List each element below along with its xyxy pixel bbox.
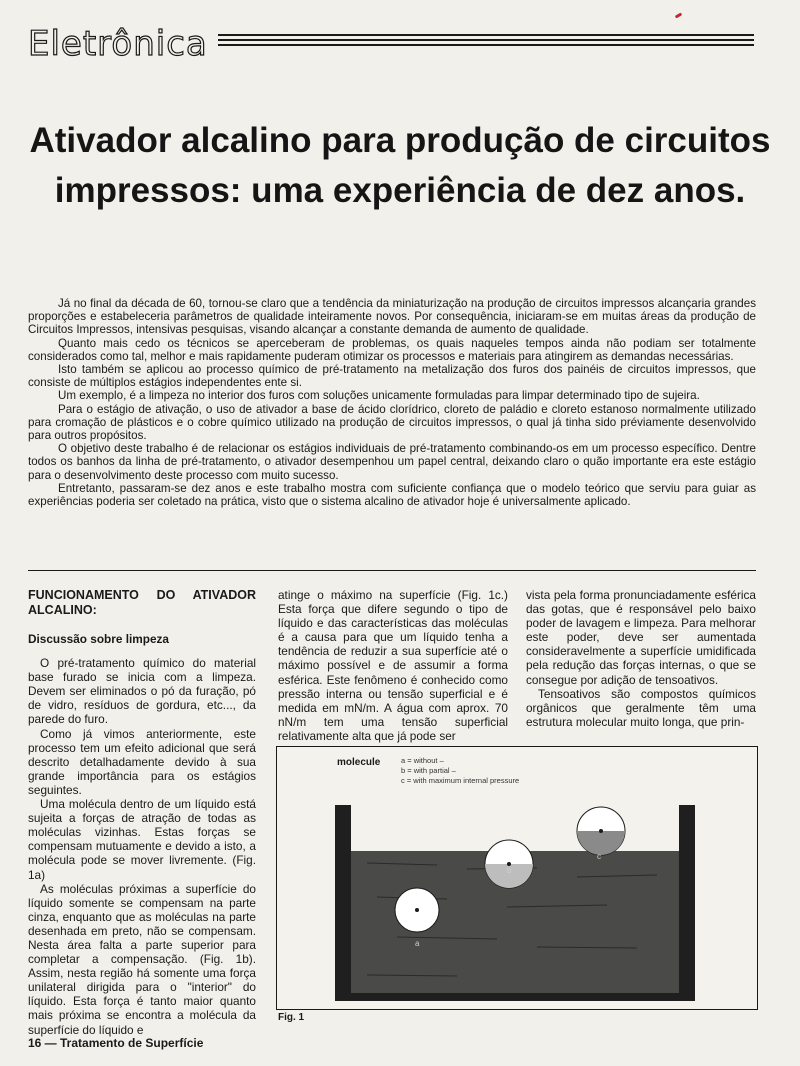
- page-footer: 16 — Tratamento de Superfície: [28, 1036, 204, 1050]
- intro-paragraph: Para o estágio de ativação, o uso de ativador a base de ácido clorídrico, cloreto de paládio e cloreto estanoso normalmente utilizado para cromação de plásticos e o cobre químico utilizado na produção de circuitos impressos, o qual já tinha sido préviamente desenvolvido para outros propósitos.: [28, 402, 756, 443]
- section-heading: FUNCIONAMENTO DO ATIVADOR ALCALINO:: [28, 588, 256, 617]
- intro-paragraph: Quanto mais cedo os técnicos se aperceberam de problemas, os quais naqueles tempos ainda não podiam ser totalmente considerados como tal, melhor e mais rapidamente puderam otimizar os processos e materiais para atingirem as demandas necessárias.: [28, 336, 756, 363]
- intro-paragraph: O objetivo deste trabalho é de relacionar os estágios individuais de pré-tratamento combinando-os em um processo específico. Dentre todos os banhos da linha de pré-tratamento, o ativador desempenhou um papel central, deixando claro o quão importante era este estágio para o desenvolvimento deste processo com muito sucesso.: [28, 442, 756, 482]
- legend-entry-b: b = with partial –: [401, 766, 456, 775]
- article-title-line1: Ativador alcalino para produção de circuitos: [29, 121, 771, 160]
- article-title: [0, 116, 800, 216]
- subheading: Discussão sobre limpeza: [28, 632, 169, 646]
- molecule-c-center: [599, 829, 603, 833]
- intro-paragraph: Entretanto, passaram-se dez anos e este trabalho mostra com suficiente confiança que o modelo teórico que serviu para guiar as experiências poderia ser coletado na prática, visto que o sistema alcalino de ativador hoje é universalmente aplicado.: [28, 481, 756, 509]
- intro-paragraph: Já no final da década de 60, tornou-se claro que a tendência da miniaturização na produção de circuitos impressos alcançaria grandes proporções e estabeleceria parâmetros de qualidade inteiramente novos. Por consequência, iniciaram-se em muitas áreas da produção de Circuitos Impressos, intensivas pesquisas, visando alcançar a constante demanda de aumento de qualidade.: [28, 297, 756, 337]
- legend-entry-c: c = with maximum internal pressure: [401, 776, 520, 785]
- label-b: b: [507, 866, 512, 875]
- body-paragraph: Como já vimos anteriormente, este processo tem um efeito adicional que será descrito detalhadamente devido à sua grande importância para os estágios seguintes.: [28, 726, 256, 797]
- section-title: Eletrônica: [28, 24, 208, 64]
- body-paragraph: O pré-tratamento químico do material base furado se inicia com a limpeza. Devem ser eliminados o pó da furação, pó de vidro, resíduos de gordura, etc..., da parede do furo.: [28, 656, 256, 727]
- body-paragraph: atinge o máximo na superfície (Fig. 1c.) Esta força que difere segundo o tipo de líquido e das características das moléculas é a causa para que um líquido tenha a tendência de reduzir a sua superfície até o máximo possível e de assumir a forma esférica. Este fenômeno é conhecido como pressão interna ou tensão superficial e é medida em mN/m. A água com aprox. 70 nN/m tem uma tensão superficial relativamente alta que já pode ser: [278, 588, 508, 743]
- intro-paragraph: Um exemplo, é a limpeza no interior dos furos com soluções unicamente formuladas para limpar determinado tipo de sujeira.: [58, 389, 700, 403]
- legend-entry-a: a = without –: [401, 756, 444, 765]
- figure-1: [276, 746, 758, 1010]
- legend-title: molecule: [337, 757, 381, 768]
- section-header: [28, 26, 754, 62]
- body-paragraph: Tensoativos são compostos químicos orgânicos que geralmente têm uma estrutura molecular muito longa, que prin-: [526, 686, 756, 729]
- column-2: [278, 588, 508, 743]
- header-rule-bottom: [218, 44, 754, 46]
- body-paragraph: As moléculas próximas a superfície do líquido somente se compensam na parte cinza, enquanto que as moléculas na parte desenhada em preto, não se compensam. Nesta área falta a parte superior para completar a compensação. (Fig. 1b). Assim, nesta região há somente uma força unilateral dirigida para o "interior" do líquido. Esta força é tanto maior quanto mais próxima se encontra a molécula da superfície do líquido e: [28, 881, 256, 1037]
- body-paragraph: Uma molécula dentro de um líquido está sujeita a forças de atração de todas as moléculas vizinhas. Estas forças se compensam mutuamente e devido a isto, a molécula pode se mover livremente. (Fig. 1a): [28, 797, 256, 882]
- label-c: c: [597, 852, 601, 861]
- figure-caption: Fig. 1: [278, 1012, 305, 1023]
- label-a: a: [415, 939, 420, 948]
- figure-1-diagram: [277, 747, 757, 1009]
- header-rule-top: [218, 34, 754, 36]
- intro-paragraph: Isto também se aplicou ao processo químico de pré-tratamento na metalização dos furos dos painéis de circuitos impressos, que consiste de múltiplos estágios independentes ente si.: [28, 363, 756, 390]
- column-3: [526, 588, 756, 729]
- body-paragraph: vista pela forma pronunciadamente esférica das gotas, que é responsável pelo baixo poder de lavagem e limpeza. Para melhorar este poder, deve ser aumentada consideravelmente a superfície umidificada pela redução das forças internas, o que se consegue por adição de tensoativos.: [526, 588, 756, 687]
- article-title-line2: impressos: uma experiência de dez anos.: [54, 171, 746, 210]
- article-intro: [28, 297, 756, 508]
- pen-mark: [675, 12, 683, 18]
- column-1: [28, 588, 256, 1037]
- intro-divider: [28, 570, 756, 571]
- molecule-a-center: [415, 908, 419, 912]
- header-rule-middle: [218, 39, 754, 41]
